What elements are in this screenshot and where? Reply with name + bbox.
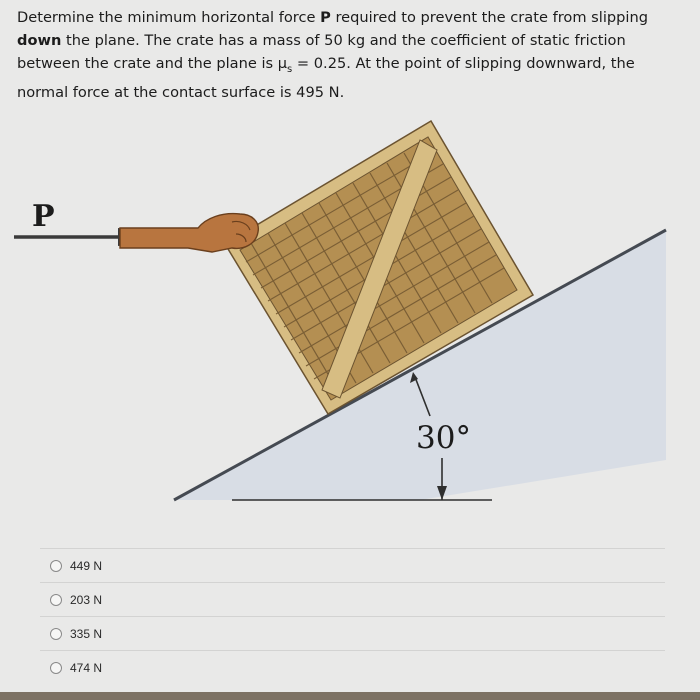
option-label: 203 N: [70, 592, 103, 607]
answer-option[interactable]: [40, 650, 665, 684]
option-label: 335 N: [70, 626, 103, 641]
radio-button[interactable]: [50, 594, 62, 606]
hand-icon: [120, 214, 258, 252]
mu-subscript: s: [287, 63, 293, 75]
question-bold-down: down: [17, 32, 62, 49]
radio-button[interactable]: [50, 662, 62, 674]
question-text: Determine the minimum horizontal force P required to prevent the crate from slipping down the plane. The crate has a mass of 50 kg and the coefficient of static friction between the crate and the plane is $\mu_s = 0.25$. At the point of slipping downward, the normal force at the contact surface is 495 N.: [17, 9, 648, 101]
answer-option[interactable]: [40, 616, 665, 650]
option-label: 449 N: [70, 558, 103, 573]
option-label: 474 N: [70, 660, 103, 675]
bottom-bar: [0, 692, 700, 700]
question-bold-p: P: [320, 9, 331, 26]
radio-button[interactable]: [50, 560, 62, 572]
answer-option[interactable]: [40, 548, 665, 582]
answer-options: [40, 548, 665, 684]
radio-button[interactable]: [50, 628, 62, 640]
angle-label: 30°: [416, 420, 471, 456]
answer-option[interactable]: [40, 582, 665, 616]
force-p-label: P: [32, 199, 55, 234]
